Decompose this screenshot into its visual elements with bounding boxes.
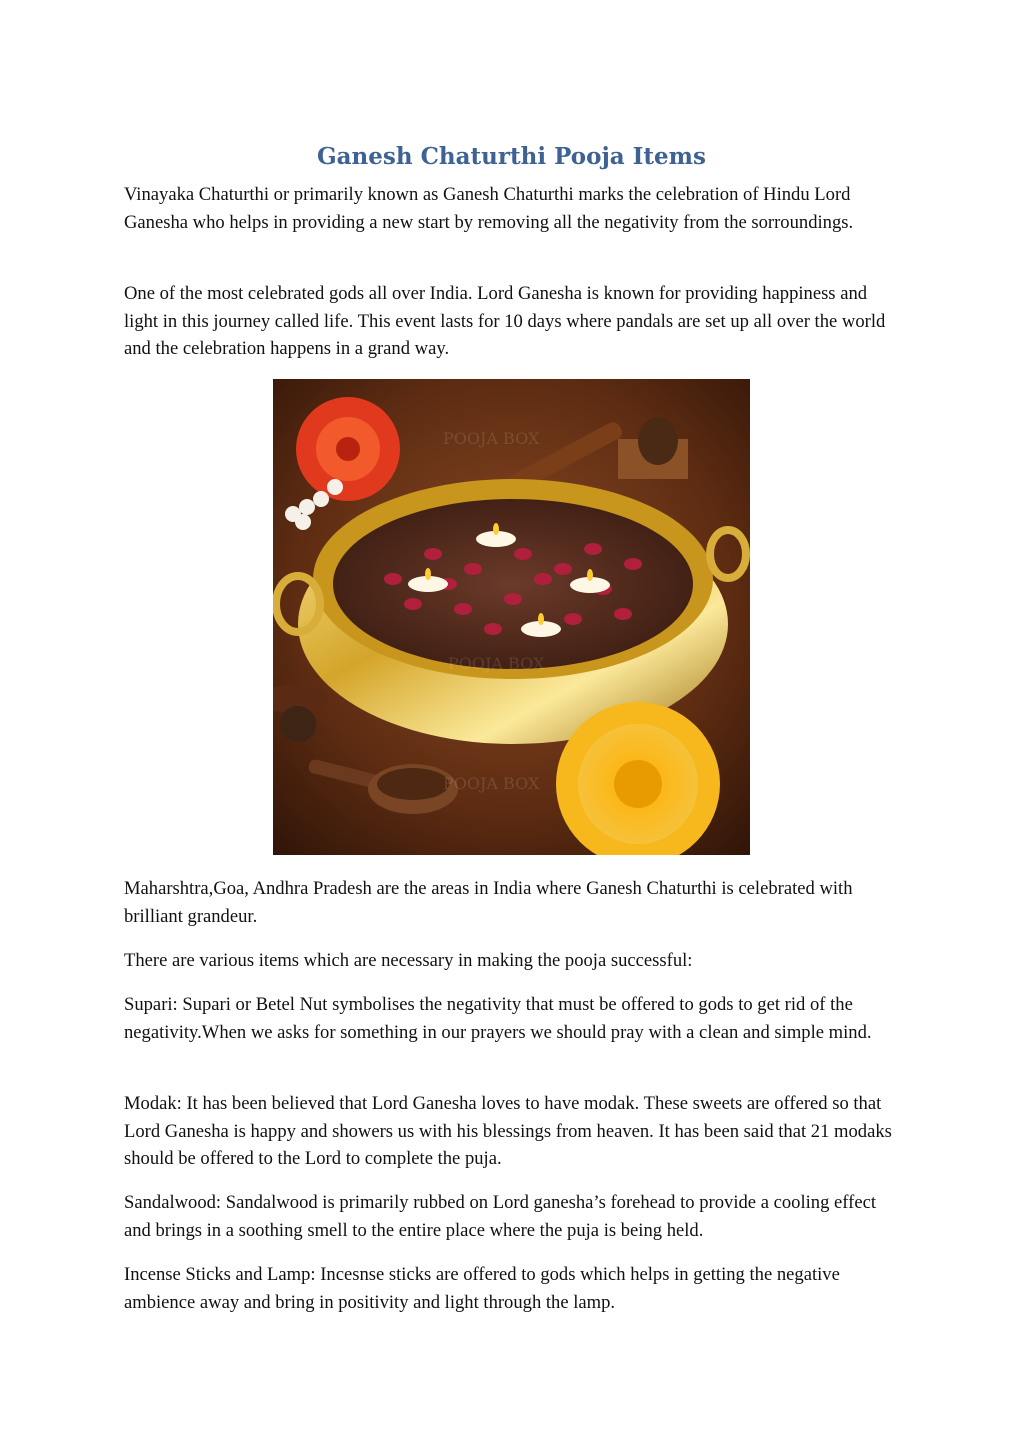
regions-paragraph: Maharshtra,Goa, Andhra Pradesh are the areas in India where Ganesh Chaturthi is celebrated with brilliant grandeur. (124, 878, 853, 927)
svg-text:POOJA BOX: POOJA BOX (443, 774, 540, 793)
items-intro-paragraph: There are various items which are necessary in making the pooja successful: (124, 950, 693, 971)
incense-paragraph: Incense Sticks and Lamp: Incesnse sticks are offered to gods which helps in getting the negative ambience away and bring in positivity and light through the lamp. (124, 1264, 840, 1313)
red-flower (296, 397, 400, 501)
celebration-paragraph: One of the most celebrated gods all over India. Lord Ganesha is known for providing happiness and light in this journey called life. This event lasts for 10 days where pandals are set up all over the world and the celebration happens in a grand way. (124, 283, 886, 359)
intro-paragraph: Vinayaka Chaturthi or primarily known as Ganesh Chaturthi marks the celebration of Hindu Lord Ganesha who helps in providing a new start by removing all the negativity from the sorroundings. (124, 184, 854, 233)
supari-paragraph: Supari: Supari or Betel Nut symbolises the negativity that must be offered to gods to get rid of the negativity.When we asks for something in our prayers we should pray with a clean and simple mind. (124, 994, 872, 1043)
sandalwood-paragraph: Sandalwood: Sandalwood is primarily rubbed on Lord ganesha’s forehead to provide a cooling effect and brings in a soothing smell to the entire place where the puja is being held. (124, 1192, 876, 1241)
page-title: Ganesh Chaturthi Pooja Items (317, 143, 706, 170)
svg-text:POOJA BOX: POOJA BOX (448, 654, 545, 673)
modak-paragraph: Modak: It has been believed that Lord Ganesha loves to have modak. These sweets are offered so that Lord Ganesha is happy and showers us with his blessings from heaven. It has been said that 21 modaks should be offered to the Lord to complete the puja. (124, 1093, 892, 1169)
urli-bowl-photo (273, 379, 750, 855)
svg-text:POOJA BOX: POOJA BOX (443, 429, 540, 448)
